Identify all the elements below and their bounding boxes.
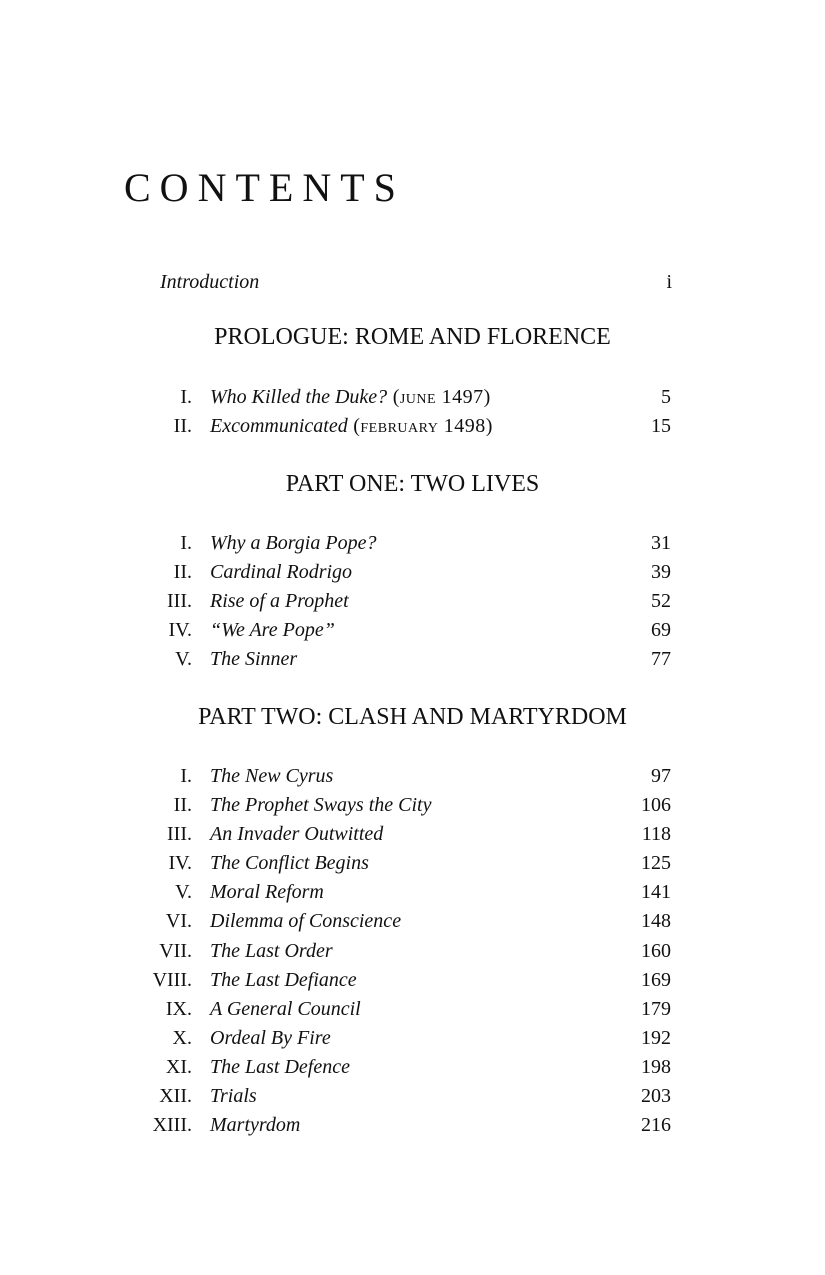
toc-entry[interactable]	[0, 878, 825, 907]
entry-page-number: 192	[641, 1026, 671, 1049]
entry-number: IV.	[168, 619, 192, 642]
entry-number: XI.	[165, 1055, 192, 1078]
entry-title: The Prophet Sways the City	[210, 794, 432, 817]
section-heading-prologue: PROLOGUE: ROME AND FLORENCE	[214, 324, 611, 350]
entry-page-number: 52	[651, 590, 671, 613]
entry-title-wrap	[210, 412, 493, 441]
section-entries-prologue	[0, 383, 825, 441]
entry-number: VI.	[165, 910, 192, 933]
entry-title: The Last Defiance	[210, 968, 357, 991]
entry-page-number: 69	[651, 619, 671, 642]
entry-title: Cardinal Rodrigo	[210, 561, 353, 584]
entry-number: I.	[180, 386, 192, 408]
entry-title-wrap	[210, 383, 491, 412]
entry-title: The Conflict Begins	[210, 852, 369, 875]
toc-entry[interactable]	[0, 995, 825, 1024]
entry-page-number: 216	[641, 1114, 671, 1137]
entry-title: Why a Borgia Pope?	[210, 532, 377, 554]
entry-title: Martyrdom	[210, 1114, 301, 1137]
toc-entry[interactable]	[0, 820, 825, 849]
toc-entry[interactable]	[0, 645, 825, 674]
toc-entry-introduction[interactable]	[160, 268, 672, 296]
entry-page-number: 198	[641, 1055, 671, 1078]
entry-title: Rise of a Prophet	[210, 590, 349, 613]
entry-title: Introduction	[160, 271, 260, 293]
toc-entry[interactable]	[0, 1024, 825, 1053]
entry-title: Who Killed the Duke?	[210, 386, 388, 408]
section-heading-part-two: PART TWO: CLASH AND MARTYRDOM	[198, 704, 627, 730]
entry-title: The New Cyrus	[210, 765, 334, 787]
toc-entry[interactable]	[0, 587, 825, 616]
toc-entry[interactable]	[0, 966, 825, 995]
toc-entry[interactable]	[0, 1082, 825, 1111]
toc-entry[interactable]	[0, 762, 825, 791]
entry-number: II.	[173, 415, 192, 438]
entry-page-number: 97	[651, 765, 671, 787]
entry-title: A General Council	[210, 997, 361, 1020]
toc-entry[interactable]	[0, 412, 825, 441]
section-entries-part-two	[0, 762, 825, 1140]
entry-date: (june 1497)	[387, 386, 491, 408]
toc-entry[interactable]	[0, 1111, 825, 1140]
entry-title: Ordeal By Fire	[210, 1026, 331, 1049]
entry-number: III.	[167, 590, 192, 613]
entry-title: Excommunicated	[210, 415, 348, 438]
entry-page-number: 77	[651, 648, 671, 671]
page-title: CONTENTS	[124, 165, 405, 210]
entry-title: An Invader Outwitted	[210, 823, 384, 846]
entry-title: Dilemma of Conscience	[210, 910, 402, 933]
entry-page-number: 31	[651, 532, 671, 554]
toc-entry[interactable]	[0, 383, 825, 412]
entry-number: V.	[175, 648, 192, 671]
entry-number: IV.	[168, 852, 192, 875]
entry-page-number: 125	[641, 852, 671, 875]
toc-entry[interactable]	[0, 1053, 825, 1082]
entry-title: The Last Order	[210, 939, 333, 962]
entry-page-number: 118	[641, 823, 671, 846]
entry-number: I.	[180, 532, 192, 554]
section-entries-part-one	[0, 529, 825, 674]
entry-number: IX.	[165, 997, 192, 1020]
entry-title: The Last Defence	[210, 1055, 350, 1078]
toc-entry[interactable]	[0, 937, 825, 966]
entry-number: III.	[167, 823, 192, 846]
toc-entry[interactable]	[0, 558, 825, 587]
entry-page-number: 160	[641, 939, 671, 962]
entry-number: VIII.	[152, 968, 192, 991]
entry-title: “We Are Pope”	[210, 619, 335, 642]
entry-title: Moral Reform	[210, 881, 324, 904]
entry-number: XII.	[159, 1085, 192, 1108]
entry-number: VII.	[159, 939, 192, 962]
toc-entry[interactable]	[0, 849, 825, 878]
entry-number: I.	[180, 765, 192, 787]
entry-page-number: 15	[651, 415, 671, 438]
entry-page-number: i	[666, 271, 672, 293]
entry-page-number: 169	[641, 968, 671, 991]
toc-entry[interactable]	[0, 907, 825, 936]
entry-number: X.	[172, 1026, 192, 1049]
entry-page-number: 39	[651, 561, 671, 584]
entry-title: The Sinner	[210, 648, 298, 671]
entry-date: (february 1498)	[347, 415, 493, 438]
entry-page-number: 203	[641, 1085, 671, 1108]
entry-number: II.	[173, 794, 192, 817]
toc-entry[interactable]	[0, 529, 825, 558]
entry-page-number: 5	[661, 386, 671, 408]
entry-number: II.	[173, 561, 192, 584]
toc-entry[interactable]	[0, 616, 825, 645]
entry-number: V.	[175, 881, 192, 904]
entry-page-number: 141	[641, 881, 671, 904]
section-heading-part-one: PART ONE: TWO LIVES	[285, 471, 540, 497]
toc-entry[interactable]	[0, 791, 825, 820]
entry-page-number: 106	[641, 794, 671, 817]
entry-number: XIII.	[152, 1114, 192, 1137]
entry-page-number: 148	[641, 910, 671, 933]
entry-title: Trials	[210, 1085, 257, 1108]
entry-page-number: 179	[641, 997, 671, 1020]
